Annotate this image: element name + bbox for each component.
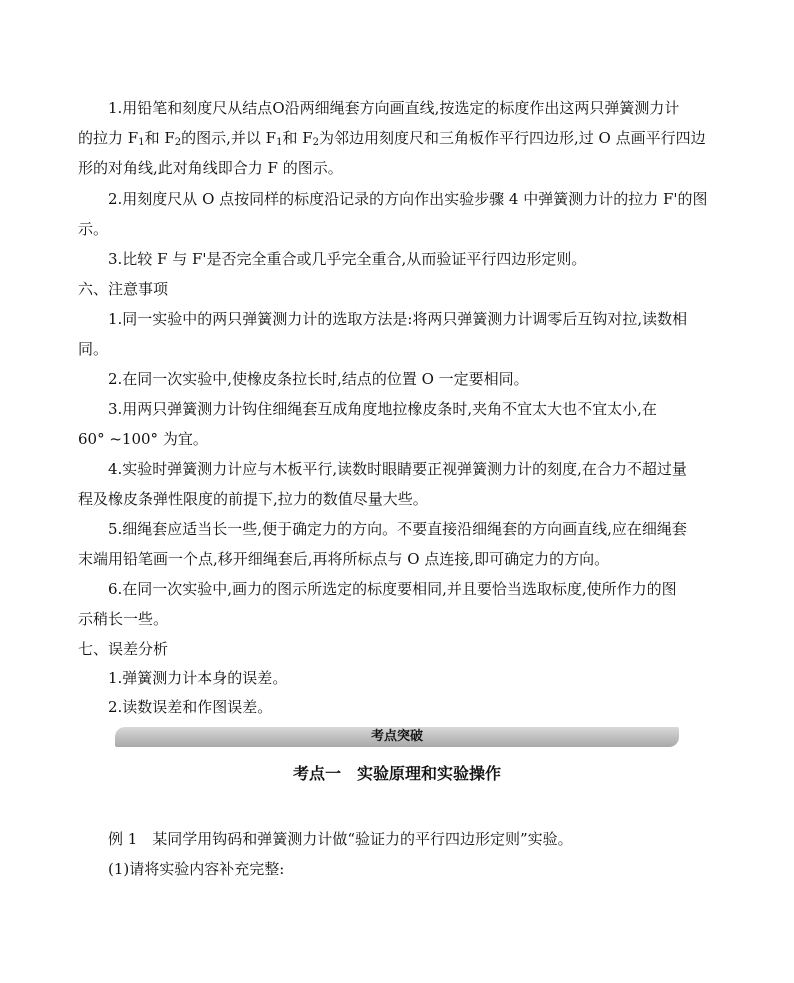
- paragraph-line: 4.实验时弹簧测力计应与木板平行,读数时眼睛要正视弹簧测力计的刻度,在合力不超过量: [108, 460, 687, 478]
- paragraph-line: 的拉力 $F_1$和 $F_2$的图示,并以 $F_1$和 $F_2$为邻边用刻度尺和三角板作平行四边形,过 O 点画平行四边: [78, 129, 706, 148]
- paragraph-line: 3.用两只弹簧测力计钩住细绳套互成角度地拉橡皮条时,夹角不宜太大也不宜太小,在: [108, 400, 657, 418]
- paragraph-line: 6.在同一次实验中,画力的图示所选定的标度要相同,并且要恰当选取标度,使所作力的图: [108, 580, 677, 598]
- paragraph-line: 同。: [78, 340, 109, 358]
- paragraph-line: 5.细绳套应适当长一些,便于确定力的方向。不要直接沿细绳套的方向画直线,应在细绳套: [108, 520, 687, 538]
- section-heading: 七、误差分析: [78, 640, 169, 658]
- section-banner: 考点突破: [115, 727, 679, 747]
- paragraph-line: 60° ~100° 为宜。: [78, 430, 208, 448]
- paragraph-line: 末端用铅笔画一个点,移开细绳套后,再将所标点与 O 点连接,即可确定力的方向。: [78, 550, 610, 568]
- paragraph-line: 1.同一实验中的两只弹簧测力计的选取方法是:将两只弹簧测力计调零后互钩对拉,读数相: [108, 310, 688, 328]
- question-line: (1)请将实验内容补充完整:: [108, 860, 285, 878]
- paragraph-line: 2.用刻度尺从 O 点按同样的标度沿记录的方向作出实验步骤 4 中弹簧测力计的拉力 F'的图: [108, 190, 708, 208]
- paragraph-line: 2.读数误差和作图误差。: [108, 698, 273, 716]
- paragraph-line: 2.在同一次实验中,使橡皮条拉长时,结点的位置 O 一定要相同。: [108, 370, 529, 388]
- section-title: 考点一 实验原理和实验操作: [292, 764, 501, 783]
- paragraph-line: 程及橡皮条弹性限度的前提下,拉力的数值尽量大些。: [78, 490, 428, 508]
- paragraph-line: 1.弹簧测力计本身的误差。: [108, 669, 288, 687]
- paragraph-line: 3.比较 F 与 F'是否完全重合或几乎完全重合,从而验证平行四边形定则。: [108, 250, 587, 268]
- paragraph-line: 示。: [78, 220, 109, 238]
- paragraph-line: 1.用铅笔和刻度尺从结点O沿两细绳套方向画直线,按选定的标度作出这两只弹簧测力计: [108, 99, 680, 117]
- example-line: 例 1 某同学用钩码和弹簧测力计做“验证力的平行四边形定则”实验。: [108, 830, 573, 848]
- paragraph-line: 示稍长一些。: [78, 610, 169, 628]
- section-heading: 六、注意事项: [78, 280, 169, 298]
- paragraph-line: 形的对角线,此对角线即合力 F 的图示。: [78, 159, 343, 177]
